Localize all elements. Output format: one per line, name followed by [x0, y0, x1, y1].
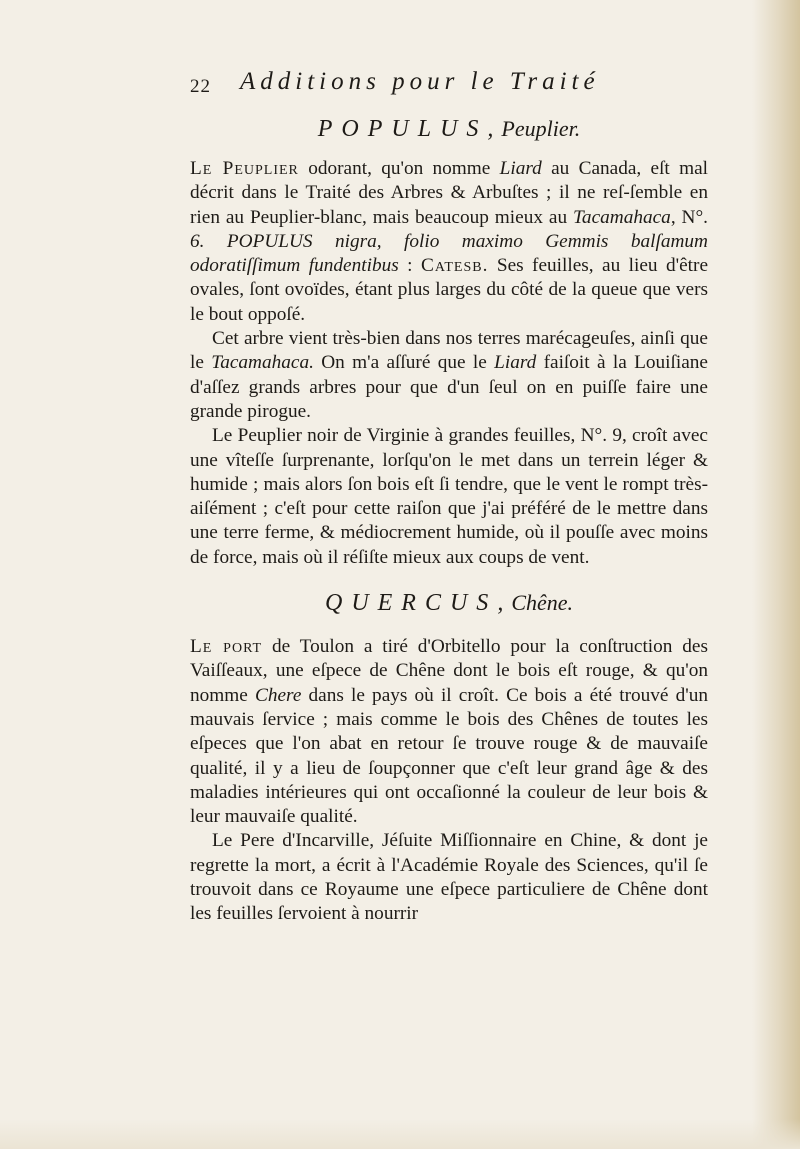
page-bottom-shade	[0, 1119, 800, 1149]
text-run: Cet arbre vient très-bien dans nos terres marécageuſes, ainſi que le	[190, 328, 708, 374]
text-run: dans le pays où il croît. Ce bois a été trouvé d'un mauvais ſervice ; mais comme le bois des Chênes de toutes les eſpeces que l'on abat en retour ſe trouve rouge & de mauvaiſe qualité, il y a lieu de ſoupçonner que c'eſt leur grand âge & des maladies intérieures qui ont occaſionné la couleur de leur bois & leur mauvaiſe qualité.	[190, 684, 709, 828]
paragraph: Le Peuplier noir de Virginie à grandes feuilles, N°. 9, croît avec une vîteſſe ſurprenante, lorſqu'on le met dans un terrein léger & humide ; mais alors ſon bois eſt ſi tendre, que le vent le rompt très-aiſément ; c'eſt pour cette raiſon que j'ai préféré de le mettre dans une terre ferme, & médiocrement humide, où il pouſſe avec moins de force, mais où il réſiſte mieux aux coups de vent.	[190, 425, 708, 568]
text-run: faiſoit à la Louiſiane d'aſſez grands arbres pour que d'un ſeul on en puiſſe faire une grande pirogue.	[190, 352, 708, 422]
italic-run: Chere	[254, 684, 302, 706]
text-run: , N°.	[670, 206, 708, 228]
italic-run: Tacamahaca.	[211, 352, 314, 374]
page-content	[190, 66, 708, 927]
page-edge-shadow	[752, 0, 800, 1149]
text-run: Ses feuilles, au lieu d'être ovales, ſont ovoïdes, étant plus larges du côté de la queue que vers le bout oppoſé.	[190, 255, 709, 325]
paragraph	[190, 635, 708, 829]
section-title-latin: QUERCUS	[324, 590, 498, 617]
italic-run: 6. POPULUS nigra, folio maximo Gemmis balſamum odoratiſſimum fundentibus	[190, 230, 708, 277]
italic-run: Liard	[494, 352, 537, 374]
italic-run: Liard	[499, 158, 542, 179]
running-head	[190, 66, 708, 106]
section-title-french: Chêne.	[511, 590, 574, 616]
running-title: Additions pour le Traité	[240, 68, 600, 95]
text-run: de Toulon a tiré d'Orbitello pour la conſtruction des Vaiſſeaux, une eſpece de Chêne dont le bois eſt rouge, & qu'on nomme	[190, 636, 708, 706]
section-title-french: Peuplier.	[501, 116, 581, 141]
section-title-latin: POPULUS	[317, 116, 488, 142]
text-run: On m'a aſſuré que le	[313, 352, 495, 374]
paragraph: Le Pere d'Incarville, Jéſuite Miſſionnaire en Chine, & dont je regrette la mort, a écrit à l'Académie Royale des Sciences, qu'il ſe trouvoit dans ce Royaume une eſpece particuliere de Chêne dont les feuilles ſervoient à nourrir	[190, 830, 708, 925]
paragraph	[190, 327, 708, 424]
section-title-separator: ,	[497, 590, 505, 617]
author-abbrev: Catesb.	[420, 255, 489, 277]
text-run: :	[398, 255, 421, 277]
paragraph-lead: Le Peuplier	[190, 158, 299, 179]
section-title-separator: ,	[487, 116, 495, 142]
italic-run: Tacamahaca	[572, 206, 671, 228]
text-run: odorant, qu'on nomme	[298, 158, 500, 179]
paragraph	[190, 157, 708, 327]
section-title-populus	[190, 116, 708, 143]
text-run: au Canada, eſt mal décrit dans le Traité des Arbres & Arbuſtes ; il ne reſ-ſemble en rien au Peuplier-blanc, mais beaucoup mieux au	[190, 158, 708, 228]
page-number: 22	[190, 76, 211, 97]
section-title-quercus	[190, 590, 708, 617]
paragraph-lead: Le port	[190, 636, 263, 658]
